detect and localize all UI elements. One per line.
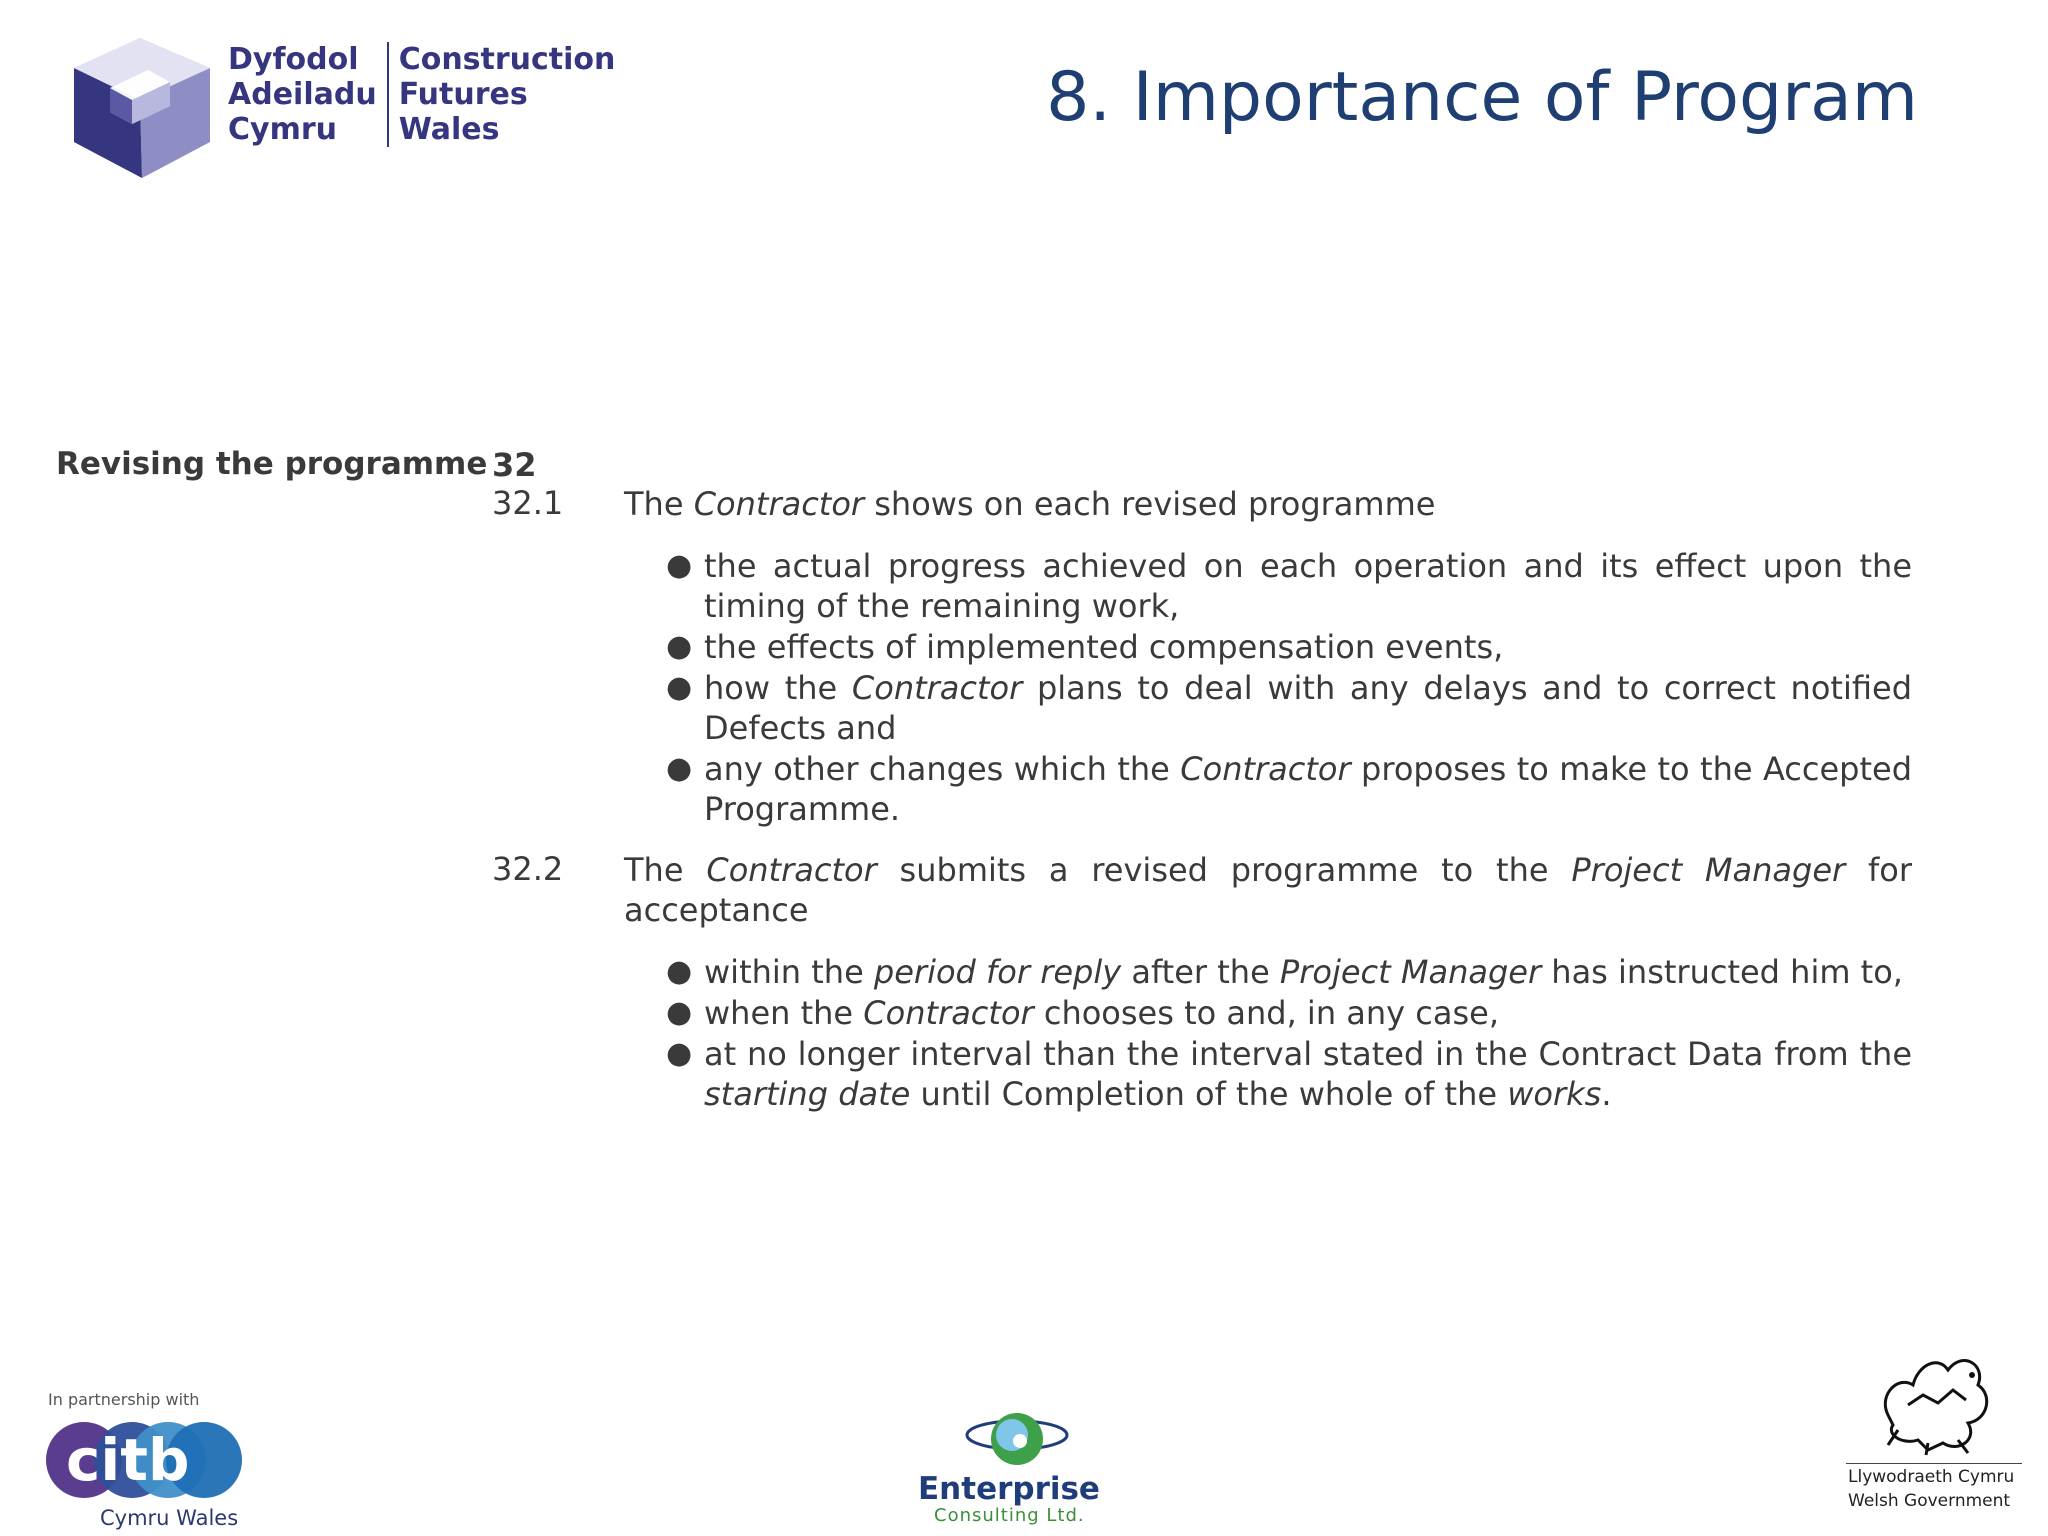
text-run: when the bbox=[704, 994, 864, 1032]
italic-term: Contractor bbox=[851, 669, 1023, 707]
text-run: how the bbox=[704, 669, 852, 707]
italic-term: works bbox=[1507, 1075, 1602, 1113]
welsh-gov-line2: Welsh Government bbox=[1848, 1491, 2011, 1511]
logo-word: Cymru bbox=[228, 112, 337, 147]
text-run: within the bbox=[704, 953, 874, 991]
bullet-text bbox=[704, 669, 1912, 747]
bullet-icon: ● bbox=[666, 548, 693, 583]
logo-wordmark bbox=[228, 42, 615, 147]
bullet-icon: ● bbox=[666, 995, 693, 1030]
enterprise-logo bbox=[900, 1405, 1130, 1530]
bullet-text bbox=[704, 994, 1499, 1032]
text-run: The bbox=[624, 851, 707, 889]
welsh-government-logo bbox=[1840, 1345, 2030, 1525]
citb-logo bbox=[44, 1390, 254, 1530]
text-run: shows on each revised programme bbox=[864, 485, 1436, 523]
subclause-lead bbox=[624, 850, 1912, 930]
italic-term: starting date bbox=[704, 1075, 911, 1113]
list-item bbox=[666, 993, 1912, 1033]
logo-word: Construction bbox=[398, 42, 616, 77]
text-run: . bbox=[1601, 1075, 1612, 1113]
logo-english-column bbox=[389, 42, 616, 147]
citb-wordmark-icon bbox=[44, 1416, 244, 1504]
list-item bbox=[666, 627, 1912, 667]
citb-caption: In partnership with bbox=[48, 1390, 200, 1409]
logo-word: Futures bbox=[398, 77, 528, 112]
list-item bbox=[666, 1034, 1912, 1114]
italic-term: Contractor bbox=[693, 485, 865, 523]
italic-term: Project Manager bbox=[1279, 953, 1542, 991]
slide-title: 8. Importance of Program bbox=[1046, 58, 1918, 137]
text-run: proposes to make to the Accepted Programme. bbox=[704, 750, 1913, 828]
text-run: for acceptance bbox=[624, 851, 1913, 929]
logo-word: Wales bbox=[398, 112, 500, 147]
text-run: submits a revised programme to the bbox=[876, 851, 1572, 889]
text-run: the effects of implemented compensation events, bbox=[704, 628, 1504, 666]
text-run: plans to deal with any delays and to correct notified Defects and bbox=[704, 669, 1913, 747]
text-run: after the bbox=[1121, 953, 1280, 991]
text-run: chooses to and, in any case, bbox=[1033, 994, 1499, 1032]
bullet-icon: ● bbox=[666, 629, 693, 664]
text-run: The bbox=[624, 485, 694, 523]
italic-term: Contractor bbox=[1180, 750, 1351, 788]
bullet-text bbox=[704, 547, 1912, 625]
text-run: the actual progress achieved on each operation and its effect upon the timing of the remaining work, bbox=[704, 547, 1912, 625]
section-heading: Revising the programme bbox=[56, 446, 488, 482]
globe-icon bbox=[962, 1405, 1072, 1471]
logo-word: Dyfodol bbox=[228, 42, 359, 77]
bullet-text bbox=[704, 750, 1912, 828]
list-item bbox=[666, 749, 1913, 829]
enterprise-name: Enterprise bbox=[918, 1471, 1100, 1507]
subclause-number: 32.2 bbox=[492, 850, 564, 888]
divider bbox=[1846, 1463, 2022, 1464]
subclause-bullet-list bbox=[666, 546, 1913, 830]
italic-term: Project Manager bbox=[1571, 851, 1846, 889]
dragon-icon bbox=[1868, 1345, 1998, 1457]
text-run: at no longer interval than the interval stated in the Contract Data from the bbox=[704, 1035, 1912, 1073]
clause-number: 32 bbox=[492, 446, 537, 484]
subclause-lead bbox=[624, 484, 1912, 524]
welsh-gov-line1: Llywodraeth Cymru bbox=[1848, 1467, 2015, 1487]
italic-term: period for reply bbox=[873, 953, 1122, 991]
text-run: until Completion of the whole of the bbox=[910, 1075, 1508, 1113]
list-item bbox=[666, 546, 1912, 626]
bullet-icon: ● bbox=[666, 954, 693, 989]
bullet-icon: ● bbox=[666, 751, 693, 786]
construction-futures-wales-logo bbox=[70, 30, 630, 180]
text-run: has instructed him to, bbox=[1541, 953, 1903, 991]
logo-word: Adeiladu bbox=[228, 77, 377, 112]
subclause-number: 32.1 bbox=[492, 484, 564, 522]
citb-subtitle: Cymru Wales bbox=[100, 1506, 239, 1530]
enterprise-subtitle: Consulting Ltd. bbox=[934, 1505, 1085, 1526]
text-run: any other changes which the bbox=[704, 750, 1181, 788]
cube-logo-icon bbox=[70, 30, 215, 180]
italic-term: Contractor bbox=[706, 851, 877, 889]
bullet-icon: ● bbox=[666, 670, 693, 705]
list-item bbox=[666, 952, 1912, 992]
citb-name: citb bbox=[66, 1426, 190, 1494]
logo-welsh-column bbox=[228, 42, 389, 147]
bullet-text bbox=[704, 628, 1503, 666]
list-item bbox=[666, 668, 1913, 748]
italic-term: Contractor bbox=[863, 994, 1034, 1032]
subclause-bullet-list bbox=[666, 952, 1912, 1115]
bullet-icon: ● bbox=[666, 1036, 693, 1071]
bullet-text bbox=[704, 953, 1903, 991]
bullet-text bbox=[704, 1035, 1912, 1113]
